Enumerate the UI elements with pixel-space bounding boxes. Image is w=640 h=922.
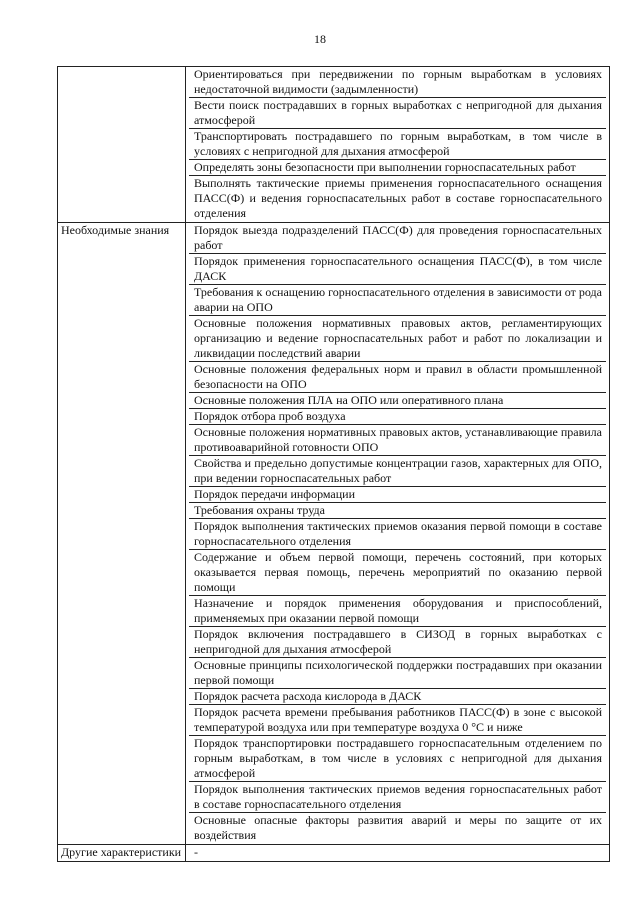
knowledge-item: Порядок отбора проб воздуха (189, 409, 606, 425)
skill-item: Ориентироваться при передвижении по горным выработкам в условиях недостаточной видимости (задымленности) (189, 67, 606, 98)
knowledge-item: Порядок включения пострадавшего в СИЗОД в горных выработках с непригодной для дыхания атмосферой (189, 627, 606, 658)
other-label: Другие характеристики (58, 845, 186, 862)
knowledge-item: Основные положения ПЛА на ОПО или оперативного плана (189, 393, 606, 409)
knowledge-item: Требования охраны труда (189, 503, 606, 519)
knowledge-list (186, 223, 610, 845)
knowledge-item: Порядок выполнения тактических приемов ведения горноспасательных работ в составе горноспасательного отделения (189, 782, 606, 813)
other-value: - (194, 845, 198, 859)
knowledge-item: Содержание и объем первой помощи, перечень состояний, при которых оказывается первая помощь, перечень мероприятий по оказанию первой помощи (189, 550, 606, 596)
knowledge-item: Основные положения нормативных правовых актов, регламентирующих организацию и ведение горноспасательных работ и работ по локализации и ликвидации последствий аварии (189, 316, 606, 362)
other-value-cell (186, 845, 610, 862)
qualification-table (57, 66, 610, 862)
knowledge-item: Порядок передачи информации (189, 487, 606, 503)
knowledge-item: Основные положения нормативных правовых актов, устанавливающие правила противоаварийной готовности ОПО (189, 425, 606, 456)
skill-item: Определять зоны безопасности при выполнении горноспасательных работ (189, 160, 606, 176)
skill-item: Вести поиск пострадавших в горных выработках с непригодной для дыхания атмосферой (189, 98, 606, 129)
other-row (58, 845, 610, 862)
knowledge-item: Свойства и предельно допустимые концентрации газов, характерных для ОПО, при ведении горноспасательных работ (189, 456, 606, 487)
knowledge-item: Порядок транспортировки пострадавшего горноспасательным отделением по горным выработкам, в том числе в условиях с непригодной для дыхания атмосферой (189, 736, 606, 782)
knowledge-item: Порядок выезда подразделений ПАСС(Ф) для проведения горноспасательных работ (189, 223, 606, 254)
knowledge-item: Требования к оснащению горноспасательного отделения в зависимости от рода аварии на ОПО (189, 285, 606, 316)
knowledge-item: Основные принципы психологической поддержки пострадавших при оказании первой помощи (189, 658, 606, 689)
knowledge-item: Порядок расчета расхода кислорода в ДАСК (189, 689, 606, 705)
knowledge-label: Необходимые знания (58, 223, 186, 845)
skills-label-cell (58, 67, 186, 223)
skill-item: Транспортировать пострадавшего по горным выработкам, в том числе в условиях с непригодной для дыхания атмосферой (189, 129, 606, 160)
knowledge-item: Основные положения федеральных норм и правил в области промышленной безопасности на ОПО (189, 362, 606, 393)
knowledge-row (58, 223, 610, 845)
skill-item: Выполнять тактические приемы применения горноспасательного оснащения ПАСС(Ф) и ведения горноспасательных работ в составе горноспасательного отделения (194, 176, 602, 220)
skills-list (186, 67, 610, 223)
knowledge-item: Порядок применения горноспасательного оснащения ПАСС(Ф), в том числе ДАСК (189, 254, 606, 285)
knowledge-item: Назначение и порядок применения оборудования и приспособлений, применяемых при оказании первой помощи (189, 596, 606, 627)
page-number: 18 (314, 32, 326, 46)
knowledge-item: Порядок выполнения тактических приемов оказания первой помощи в составе горноспасательного отделения (189, 519, 606, 550)
knowledge-item: Основные опасные факторы развития аварий и меры по защите от их воздействия (194, 813, 602, 842)
knowledge-item: Порядок расчета времени пребывания работников ПАСС(Ф) в зоне с высокой температурой воздуха или при температуре воздуха 0 °С и ниже (189, 705, 606, 736)
skills-row (58, 67, 610, 223)
